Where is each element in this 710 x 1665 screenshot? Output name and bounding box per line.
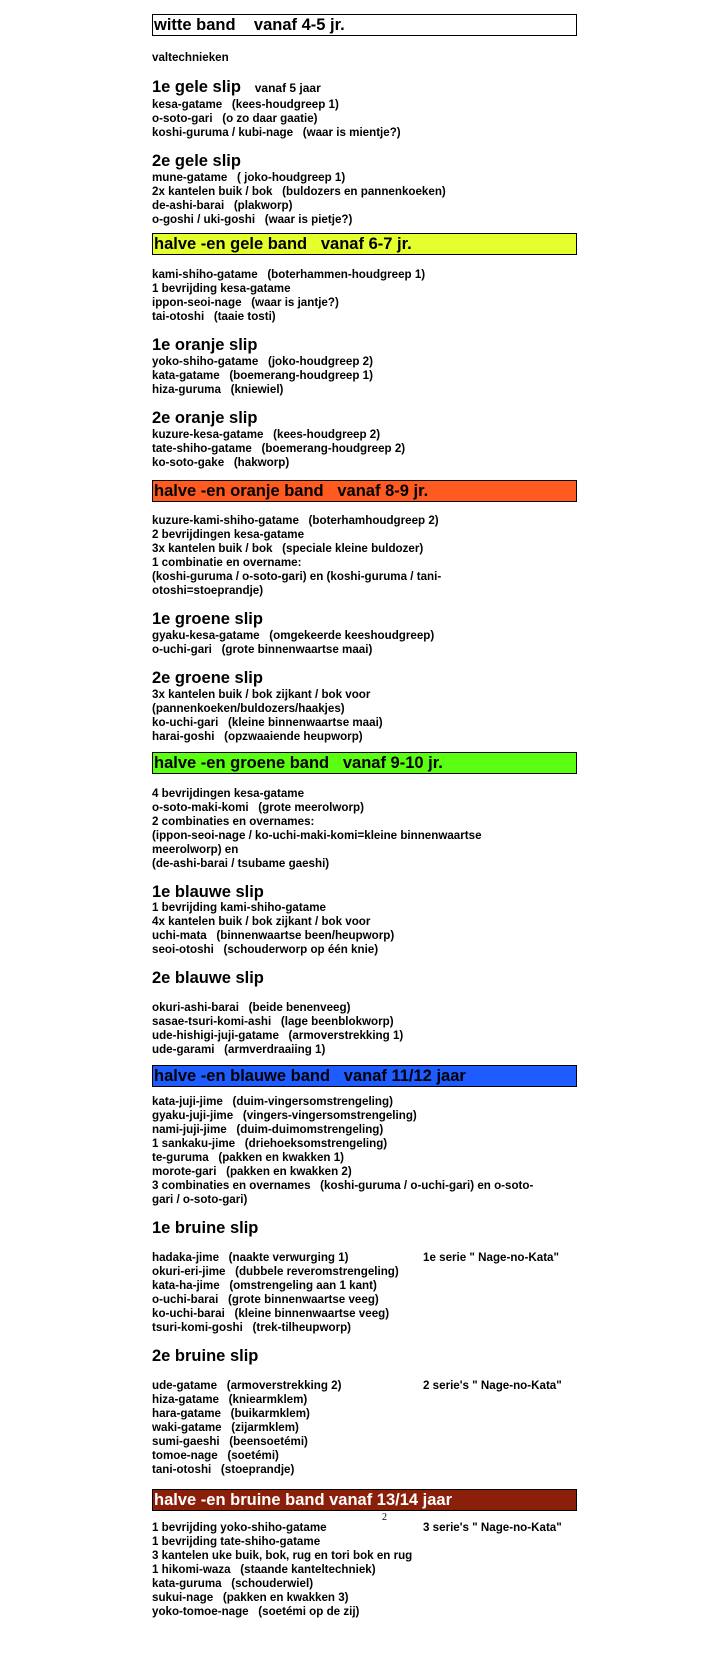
technique-line: 3x kantelen buik / bok (speciale kleine buldozer) [152,542,424,555]
technique-line: yoko-shiho-gatame (joko-houdgreep 2) [152,355,373,368]
technique-line: yoko-tomoe-nage (soetémi op de zij) [152,1605,360,1618]
technique-line: 2x kantelen buik / bok (buldozers en pannenkoeken) [152,185,446,198]
technique-line: o-goshi / uki-goshi (waar is pietje?) [152,213,353,226]
slip-title [152,969,577,987]
slip-title-text: 1e blauwe slip [152,883,264,901]
technique-line: otoshi=stoeprandje) [152,584,264,597]
technique-line: ko-soto-gake (hakworp) [152,456,290,469]
slip-title [152,1347,577,1365]
kata-note: 3 serie's " Nage-no-Kata" [423,1521,562,1534]
slip-title [152,669,577,687]
slip-title [152,152,577,170]
technique-text: ude-gatame (armoverstrekking 2) [152,1379,342,1392]
technique-line: te-guruma (pakken en kwakken 1) [152,1151,345,1164]
technique-line: 1 bevrijding tate-shiho-gatame [152,1535,321,1548]
technique-line: gyaku-kesa-gatame (omgekeerde keeshoudgreep) [152,629,435,642]
slip-subtitle: vanaf 5 jaar [254,81,321,95]
technique-line: kata-juji-jime (duim-vingersomstrengeling) [152,1095,393,1108]
technique-line: 1 hikomi-waza (staande kanteltechniek) [152,1563,376,1576]
technique-line: kuzure-kesa-gatame (kees-houdgreep 2) [152,428,381,441]
technique-line: hiza-guruma (kniewiel) [152,383,284,396]
technique-line: 1 bevrijding kami-shiho-gatame [152,901,326,914]
technique-line: 1 bevrijding kesa-gatame [152,282,291,295]
technique-line: okuri-ashi-barai (beide benenveeg) [152,1001,351,1014]
slip-title [152,610,577,628]
technique-line: ko-uchi-barai (kleine binnenwaartse veeg) [152,1307,390,1320]
slip-title-text: 1e oranje slip [152,336,258,354]
technique-line: 4x kantelen buik / bok zijkant / bok voor [152,915,371,928]
slip-title-text: 1e gele slip [152,78,241,96]
document-page [152,14,577,1619]
technique-line: kesa-gatame (kees-houdgreep 1) [152,98,339,111]
technique-line: sukui-nage (pakken en kwakken 3) [152,1591,349,1604]
technique-line [152,1379,577,1393]
technique-line: 1 combinatie en overname: [152,556,302,569]
technique-line: 3x kantelen buik / bok zijkant / bok voor [152,688,371,701]
slip-title-text: 2e groene slip [152,669,263,687]
technique-line: 3 combinaties en overnames (koshi-guruma / o-uchi-gari) en o-soto- [152,1179,534,1192]
technique-line: (de-ashi-barai / tsubame gaeshi) [152,857,330,870]
technique-line: kuzure-kami-shiho-gatame (boterhamhoudgreep 2) [152,514,439,527]
technique-line: koshi-guruma / kubi-nage (waar is mientje?) [152,126,401,139]
technique-line: de-ashi-barai (plakworp) [152,199,293,212]
technique-line: hara-gatame (buikarmklem) [152,1407,310,1420]
technique-line: kami-shiho-gatame (boterhammen-houdgreep 1) [152,268,426,281]
technique-line: sumi-gaeshi (beensoetémi) [152,1435,308,1448]
technique-line: kata-gatame (boemerang-houdgreep 1) [152,369,373,382]
technique-line: o-soto-gari (o zo daar gaatie) [152,112,318,125]
technique-line: harai-goshi (opzwaaiende heupworp) [152,730,363,743]
technique-line: o-soto-maki-komi (grote meerolworp) [152,801,364,814]
slip-title-text: 2e bruine slip [152,1347,259,1365]
technique-line: sasae-tsuri-komi-ashi (lage beenblokworp) [152,1015,394,1028]
technique-line: (koshi-guruma / o-soto-gari) en (koshi-guruma / tani- [152,570,442,583]
technique-text: hadaka-jime (naakte verwurging 1) [152,1251,349,1264]
technique-line: valtechnieken [152,51,229,64]
technique-line: 2 combinaties en overnames: [152,815,315,828]
technique-line: seoi-otoshi (schouderworp op één knie) [152,943,379,956]
technique-line: morote-gari (pakken en kwakken 2) [152,1165,352,1178]
technique-line [152,1521,577,1535]
technique-line: meerolworp) en [152,843,239,856]
technique-text: 1 bevrijding yoko-shiho-gatame [152,1521,327,1534]
technique-line: o-uchi-gari (grote binnenwaartse maai) [152,643,373,656]
technique-line: kata-ha-jime (omstrengeling aan 1 kant) [152,1279,377,1292]
technique-line: tai-otoshi (taaie tosti) [152,310,276,323]
band-heading: halve -en blauwe band vanaf 11/12 jaar [152,1065,577,1087]
technique-line: okuri-eri-jime (dubbele reveromstrengeling) [152,1265,399,1278]
band-heading: halve -en bruine band vanaf 13/14 jaar [152,1489,577,1511]
slip-title-text: 1e groene slip [152,610,263,628]
slip-title [152,336,577,354]
band-heading: halve -en gele band vanaf 6-7 jr. [152,233,577,255]
technique-line: hiza-gatame (kniearmklem) [152,1393,308,1406]
technique-line: o-uchi-barai (grote binnenwaartse veeg) [152,1293,379,1306]
slip-title [152,78,577,97]
technique-line [152,1251,577,1265]
slip-title-text: 2e oranje slip [152,409,258,427]
technique-line: nami-juji-jime (duim-duimomstrengeling) [152,1123,384,1136]
slip-title-text: 2e gele slip [152,152,241,170]
slip-title [152,1219,577,1237]
band-heading: halve -en oranje band vanaf 8-9 jr. [152,480,577,502]
band-heading: halve -en groene band vanaf 9-10 jr. [152,752,577,774]
technique-line: 2 bevrijdingen kesa-gatame [152,528,305,541]
technique-line: ude-garami (armverdraaiing 1) [152,1043,326,1056]
technique-line: (pannenkoeken/buldozers/haakjes) [152,702,345,715]
technique-line: 4 bevrijdingen kesa-gatame [152,787,305,800]
technique-line: gari / o-soto-gari) [152,1193,248,1206]
kata-note: 2 serie's " Nage-no-Kata" [423,1379,562,1392]
technique-line: mune-gatame ( joko-houdgreep 1) [152,171,346,184]
technique-line: waki-gatame (zijarmklem) [152,1421,299,1434]
technique-line: tani-otoshi (stoeprandje) [152,1463,295,1476]
technique-line: ude-hishigi-juji-gatame (armoverstrekking 1) [152,1029,404,1042]
band-heading: witte band vanaf 4-5 jr. [152,14,577,36]
technique-line: tate-shiho-gatame (boemerang-houdgreep 2) [152,442,406,455]
technique-line: uchi-mata (binnenwaartse been/heupworp) [152,929,395,942]
technique-line: tsuri-komi-goshi (trek-tilheupworp) [152,1321,352,1334]
technique-line: ko-uchi-gari (kleine binnenwaartse maai) [152,716,383,729]
technique-line: (ippon-seoi-nage / ko-uchi-maki-komi=kleine binnenwaartse [152,829,482,842]
technique-line: kata-guruma (schouderwiel) [152,1577,314,1590]
slip-title-text: 2e blauwe slip [152,969,264,987]
slip-title [152,883,577,901]
page-number: 2 [382,1512,387,1523]
slip-title [152,409,577,427]
technique-line: ippon-seoi-nage (waar is jantje?) [152,296,339,309]
technique-line: 3 kantelen uke buik, bok, rug en tori bok en rug [152,1549,413,1562]
technique-line: 1 sankaku-jime (driehoeksomstrengeling) [152,1137,388,1150]
technique-line: tomoe-nage (soetémi) [152,1449,279,1462]
technique-line: gyaku-juji-jime (vingers-vingersomstrengeling) [152,1109,417,1122]
kata-note: 1e serie " Nage-no-Kata" [423,1251,559,1264]
slip-title-text: 1e bruine slip [152,1219,259,1237]
